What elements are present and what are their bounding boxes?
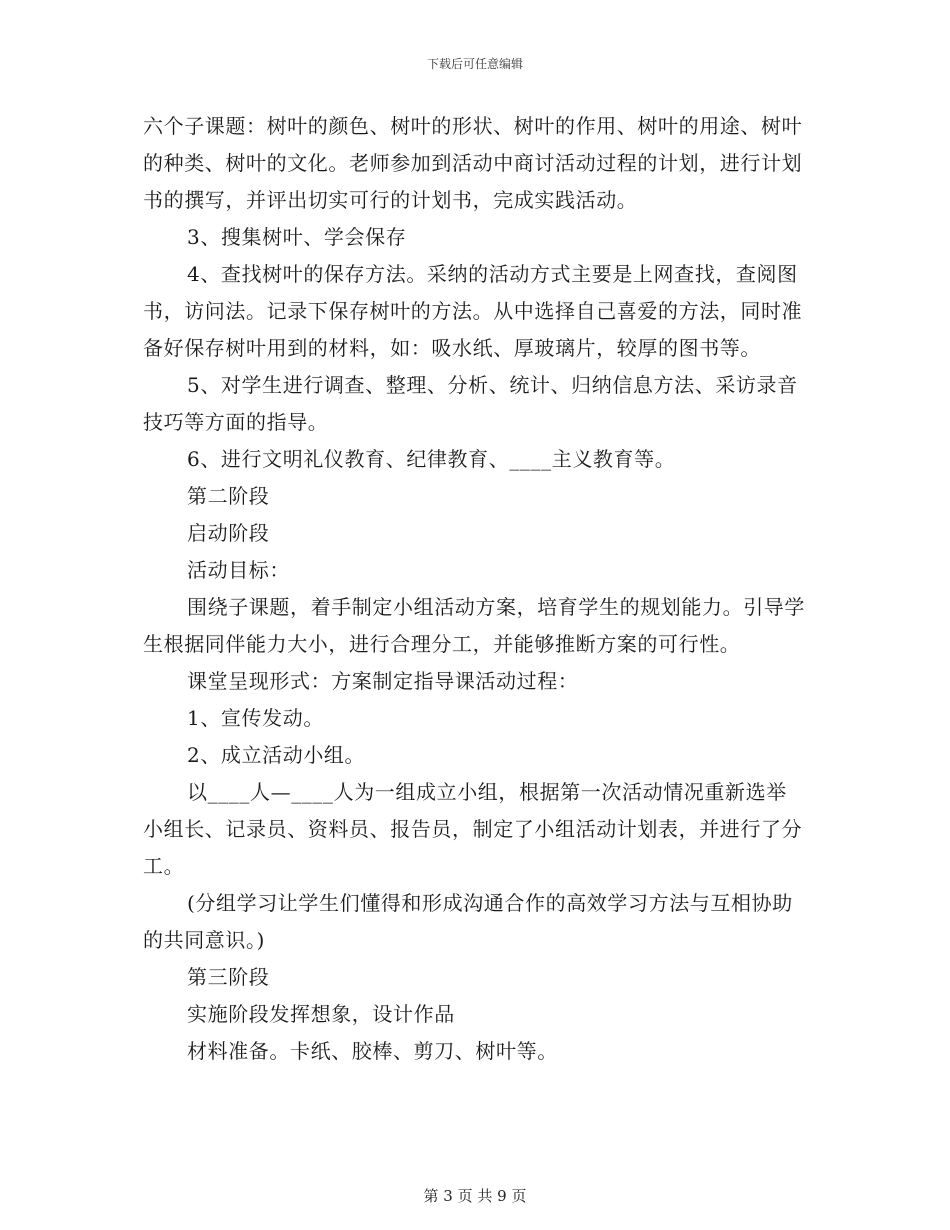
paragraph-8: 活动目标： — [187, 558, 290, 582]
paragraph-10: 课堂呈现形式：方案制定指导课活动过程： — [187, 669, 579, 693]
paragraph-7: 启动阶段 — [187, 521, 270, 545]
paragraph-16: 实施阶段发挥想象，设计作品 — [187, 1002, 455, 1026]
paragraph-1: 六个子课题：树叶的颜色、树叶的形状、树叶的作用、树叶的用途、树叶的种类、树叶的文化。老师参加到活动中商讨活动过程的计划，进行计划书的撰写，并评出切实可行的计划书，完成实践活动。 — [143, 114, 803, 212]
paragraph-11: 1、宣传发动。 — [187, 706, 324, 730]
page-header: 下载后可任意编辑 — [426, 57, 523, 71]
paragraph-3: 4、查找树叶的保存方法。采纳的活动方式主要是上网查找，查阅图书，访问法。记录下保存树叶的方法。从中选择自己喜爱的方法，同时准备好保存树叶用到的材料，如：吸水纸、厚玻璃片，较厚的图书等。 — [143, 262, 803, 360]
paragraph-14: (分组学习让学生们懂得和形成沟通合作的高效学习方法与互相协助的共同意识。) — [143, 891, 793, 952]
paragraph-12: 2、成立活动小组。 — [187, 743, 366, 767]
paragraph-2: 3、搜集树叶、学会保存 — [187, 225, 407, 249]
paragraph-17: 材料准备。卡纸、胶棒、剪刀、树叶等。 — [187, 1039, 558, 1063]
paragraph-5: 6、进行文明礼仪教育、纪律教育、____主义教育等。 — [187, 447, 676, 471]
paragraph-9: 围绕子课题，着手制定小组活动方案，培育学生的规划能力。引导学生根据同伴能力大小，进行合理分工，并能够推断方案的可行性。 — [143, 595, 805, 656]
document-body — [143, 108, 807, 1070]
paragraph-4: 5、对学生进行调查、整理、分析、统计、归纳信息方法、采访录音技巧等方面的指导。 — [143, 373, 798, 434]
section-heading-stage-2: 第二阶段 — [187, 484, 270, 508]
page-footer: 第 3 页 共 9 页 — [423, 1187, 527, 1205]
paragraph-13: 以____人—____人为一组成立小组，根据第一次活动情况重新选举小组长、记录员、资料员、报告员，制定了小组活动计划表，并进行了分工。 — [143, 780, 803, 878]
section-heading-stage-3: 第三阶段 — [187, 965, 270, 989]
